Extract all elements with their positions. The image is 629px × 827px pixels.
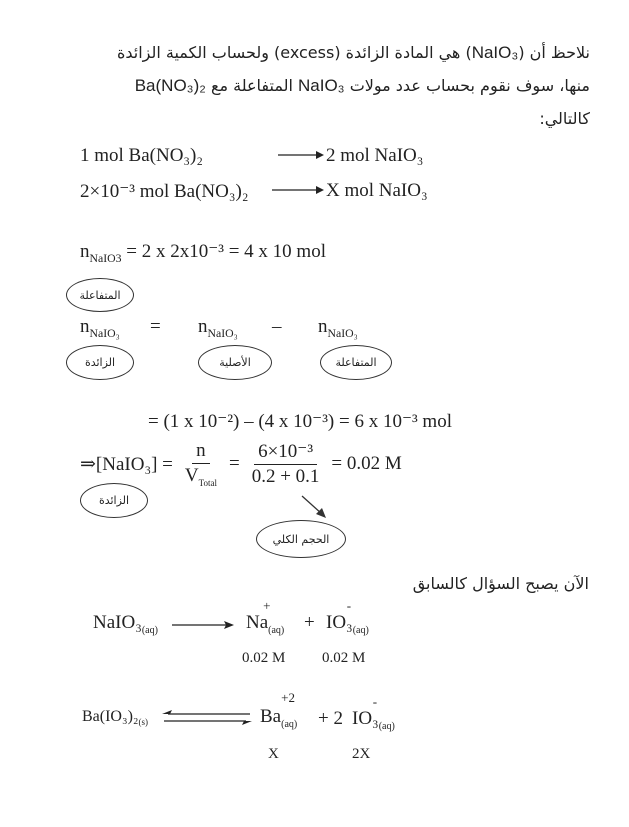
intro-formula-1: NaIO₃	[471, 43, 519, 62]
concentration-lhs: ⇒[NaIO₃] =	[80, 453, 173, 475]
intro-text-2b: المتفاعلة مع	[205, 76, 298, 95]
reaction-2-conc-2: 2X	[352, 746, 371, 762]
plus-sign: +	[304, 612, 315, 633]
state-label: (s)	[138, 717, 148, 728]
n-symbol: n	[80, 241, 90, 262]
n-calc-expression: = 2 x 2x10⁻³ = 4 x 10 mol	[126, 241, 326, 262]
state-label: (aq)	[378, 720, 395, 732]
intro-formula-2: NaIO₃	[298, 76, 345, 95]
reactant-formula: Ba(IO₃)₂	[82, 708, 139, 725]
pointer-arrow-icon	[300, 494, 330, 520]
excess-label: الزائدة	[98, 494, 130, 507]
reactant-formula: NaIO₃	[93, 612, 142, 633]
minus-sign: –	[272, 316, 282, 337]
intro-line-2	[70, 70, 590, 101]
excess-label-oval-2	[80, 483, 148, 518]
fraction-denominator: 0.2 + 0.1	[251, 466, 320, 487]
concentration-equation	[80, 440, 402, 488]
reaction-2-conc-1: X	[268, 746, 279, 762]
reaction-1-product-1	[246, 598, 285, 636]
n-reacted	[318, 316, 358, 341]
total-volume-label: الحجم الكلي	[272, 532, 330, 546]
charge-label: -	[372, 694, 378, 709]
equals-sign: =	[228, 453, 240, 474]
stoich-row-1-left: 1 mol Ba(NO₃)₂	[80, 145, 204, 166]
intro-text-3: كالتالي:	[539, 109, 590, 128]
n-subscript: NaIO3	[89, 251, 122, 265]
reaction-arrow-icon	[172, 618, 234, 632]
n-symbol: n	[80, 316, 90, 337]
n-initial	[198, 316, 238, 341]
n-subscript: NaIO₃	[327, 326, 358, 340]
product-formula: Ba	[260, 706, 282, 727]
plus-coefficient: + 2	[318, 708, 343, 729]
reacted-label: المتفاعلة	[79, 288, 121, 302]
intro-text-2a: منها، سوف نقوم بحساب عدد مولات	[344, 76, 590, 95]
reaction-2-product-1	[260, 690, 298, 730]
excess-label: الزائدة	[84, 356, 116, 369]
product-formula: Na	[246, 612, 269, 633]
reacted-label-oval	[66, 278, 134, 312]
arrow-icon	[272, 183, 324, 197]
n-naio3-calc	[80, 240, 326, 266]
reacted-label-oval-2	[320, 345, 392, 380]
fraction-numerator: n	[192, 440, 210, 464]
fraction-n-over-v	[181, 440, 221, 488]
stoich-row-2-left: 2×10⁻³ mol Ba(NO₃)₂	[80, 181, 249, 202]
intro-text-1a: نلاحظ أن (	[518, 43, 590, 62]
reacted-label: المتفاعلة	[335, 356, 377, 369]
product-formula: IO₃	[326, 612, 353, 633]
product-formula: IO₃	[352, 708, 379, 729]
fraction-numerator: 6×10⁻³	[254, 440, 317, 465]
arrow-icon	[278, 148, 324, 162]
intro-line-1	[70, 37, 590, 68]
fraction-denominator: V	[184, 465, 199, 487]
charge-label: +	[263, 598, 271, 613]
stoich-row-1-right: 2 mol NaIO₃	[326, 145, 424, 166]
n-symbol: n	[318, 316, 328, 337]
stoich-row-2-right: X mol NaIO₃	[326, 180, 428, 201]
charge-label: +2	[281, 690, 295, 705]
n-excess	[80, 316, 120, 341]
n-symbol: n	[198, 316, 208, 337]
total-volume-label-oval	[256, 520, 346, 558]
equilibrium-arrows-icon	[162, 710, 252, 726]
reaction-1-conc-1: 0.02 M	[242, 650, 286, 666]
n-subscript: NaIO₃	[207, 326, 238, 340]
now-statement: الآن يصبح السؤال كالسابق	[412, 574, 589, 593]
reaction-2-product-2	[352, 694, 395, 732]
intro-text-1b: ) هي المادة الزائدة (excess) ولحساب الكمية الزائدة	[116, 43, 472, 62]
state-label: (aq)	[141, 624, 158, 636]
charge-label: -	[346, 598, 352, 613]
reaction-1-conc-2: 0.02 M	[322, 650, 366, 666]
reaction-2-reactant	[82, 708, 148, 727]
equals-sign: =	[150, 316, 161, 337]
initial-label: الأصلية	[219, 356, 251, 369]
total-subscript: Total	[198, 477, 217, 488]
state-label: (aq)	[268, 624, 285, 636]
intro-formula-3: Ba(NO₃)₂	[134, 76, 206, 95]
state-label: (aq)	[352, 624, 369, 636]
reaction-1-product-2	[326, 598, 369, 636]
n-subscript: NaIO₃	[89, 326, 120, 340]
concentration-result: = 0.02 M	[331, 453, 402, 474]
excess-label-oval	[66, 345, 134, 380]
intro-line-3	[70, 103, 590, 134]
difference-expression: = (1 x 10⁻²) – (4 x 10⁻³) = 6 x 10⁻³ mol	[148, 411, 452, 432]
fraction-values	[248, 440, 324, 488]
reaction-1-reactant	[93, 612, 158, 636]
state-label: (aq)	[281, 718, 298, 730]
initial-label-oval	[198, 345, 272, 380]
